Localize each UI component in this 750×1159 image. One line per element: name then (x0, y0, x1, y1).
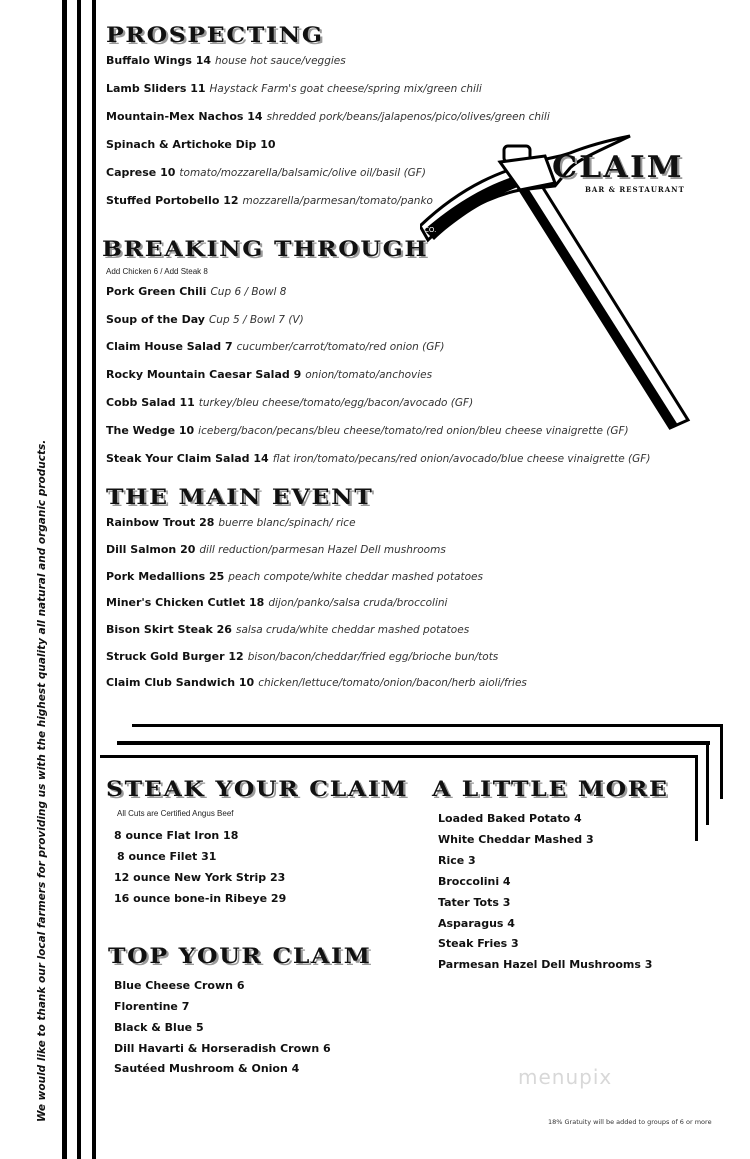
side-dish-item: Loaded Baked Potato 4 (438, 812, 582, 825)
menu-item: Soup of the Day Cup 5 / Bowl 7 (V) (106, 313, 304, 326)
angus-beef-note: All Cuts are Certified Angus Beef (117, 809, 234, 818)
menu-item: Lamb Sliders 11 Haystack Farm's goat cheese/spring mix/green chili (106, 82, 482, 95)
side-dish-item: Broccolini 4 (438, 875, 511, 888)
topping-item: Dill Havarti & Horseradish Crown 6 (114, 1042, 331, 1055)
section-title-steak-your-claim: STEAK YOUR CLAIM (106, 776, 409, 801)
menu-item: Caprese 10 tomato/mozzarella/balsamic/olive oil/basil (GF) (106, 166, 426, 179)
section-title-main-event: THE MAIN EVENT (106, 484, 374, 509)
section-title-prospecting: PROSPECTING (106, 22, 324, 47)
menu-item: Rainbow Trout 28 buerre blanc/spinach/ rice (106, 516, 356, 529)
menu-item: Pork Green Chili Cup 6 / Bowl 8 (106, 285, 287, 298)
gratuity-note: 18% Gratuity will be added to groups of 6 or more (548, 1118, 712, 1126)
brand-tagline: BAR & RESTAURANT (585, 185, 685, 194)
menu-item: Spinach & Artichoke Dip 10 (106, 138, 276, 151)
divider-line-3 (100, 755, 698, 758)
menu-item: Claim House Salad 7 cucumber/carrot/tomato/red onion (GF) (106, 340, 445, 353)
menu-item: Bison Skirt Steak 26 salsa cruda/white cheddar mashed potatoes (106, 623, 470, 636)
side-dish-item: Asparagus 4 (438, 917, 515, 930)
divider-corner-3 (695, 755, 698, 841)
menu-item: Miner's Chicken Cutlet 18 dijon/panko/salsa cruda/broccolini (106, 596, 448, 609)
menu-item: Buffalo Wings 14 house hot sauce/veggies (106, 54, 346, 67)
left-rail-line-3 (92, 0, 96, 1159)
svg-text:CO.: CO. (424, 226, 437, 234)
steak-item: 8 ounce Filet 31 (117, 850, 217, 863)
menu-item: Steak Your Claim Salad 14 flat iron/tomato/pecans/red onion/avocado/blue cheese vinaigrette (GF) (106, 452, 651, 465)
add-protein-note: Add Chicken 6 / Add Steak 8 (106, 267, 208, 276)
menu-item: The Wedge 10 iceberg/bacon/pecans/bleu cheese/tomato/red onion/bleu cheese vinaigrette (GF) (106, 424, 629, 437)
menu-item: Mountain-Mex Nachos 14 shredded pork/beans/jalapenos/pico/olives/green chili (106, 110, 550, 123)
divider-corner-2 (706, 741, 709, 825)
menu-item: Pork Medallions 25 peach compote/white cheddar mashed potatoes (106, 570, 483, 583)
steak-item: 8 ounce Flat Iron 18 (114, 829, 239, 842)
left-rail-line-1 (62, 0, 67, 1159)
farmers-thanks-note: We would like to thank our local farmers for providing us with the highest quality all natural and organic products. (36, 439, 48, 1122)
menu-item: Cobb Salad 11 turkey/bleu cheese/tomato/egg/bacon/avocado (GF) (106, 396, 474, 409)
left-rail-line-2 (77, 0, 81, 1159)
divider-line-1 (132, 724, 723, 727)
topping-item: Black & Blue 5 (114, 1021, 204, 1034)
section-title-a-little-more: A LITTLE MORE (432, 776, 669, 801)
menupix-watermark: menupix (518, 1065, 613, 1089)
side-dish-item: Tater Tots 3 (438, 896, 511, 909)
side-dish-item: Steak Fries 3 (438, 937, 519, 950)
menu-item: Dill Salmon 20 dill reduction/parmesan Hazel Dell mushrooms (106, 543, 446, 556)
menu-item: Stuffed Portobello 12 mozzarella/parmesan/tomato/panko (106, 194, 433, 207)
side-dish-item: Parmesan Hazel Dell Mushrooms 3 (438, 958, 653, 971)
topping-item: Florentine 7 (114, 1000, 190, 1013)
menu-item: Rocky Mountain Caesar Salad 9 onion/tomato/anchovies (106, 368, 433, 381)
divider-corner-1 (720, 724, 723, 799)
topping-item: Blue Cheese Crown 6 (114, 979, 245, 992)
steak-item: 16 ounce bone-in Ribeye 29 (114, 892, 287, 905)
topping-item: Sautéed Mushroom & Onion 4 (114, 1062, 300, 1075)
steak-item: 12 ounce New York Strip 23 (114, 871, 286, 884)
brand-logo-title: CLAIM (552, 150, 684, 185)
menu-item: Struck Gold Burger 12 bison/bacon/cheddar/fried egg/brioche bun/tots (106, 650, 499, 663)
side-dish-item: White Cheddar Mashed 3 (438, 833, 594, 846)
side-dish-item: Rice 3 (438, 854, 476, 867)
menu-item: Claim Club Sandwich 10 chicken/lettuce/tomato/onion/bacon/herb aioli/fries (106, 676, 527, 689)
section-title-breaking-through: BREAKING THROUGH (102, 236, 429, 261)
divider-line-2 (117, 741, 710, 745)
section-title-top-your-claim: TOP YOUR CLAIM (108, 943, 372, 968)
